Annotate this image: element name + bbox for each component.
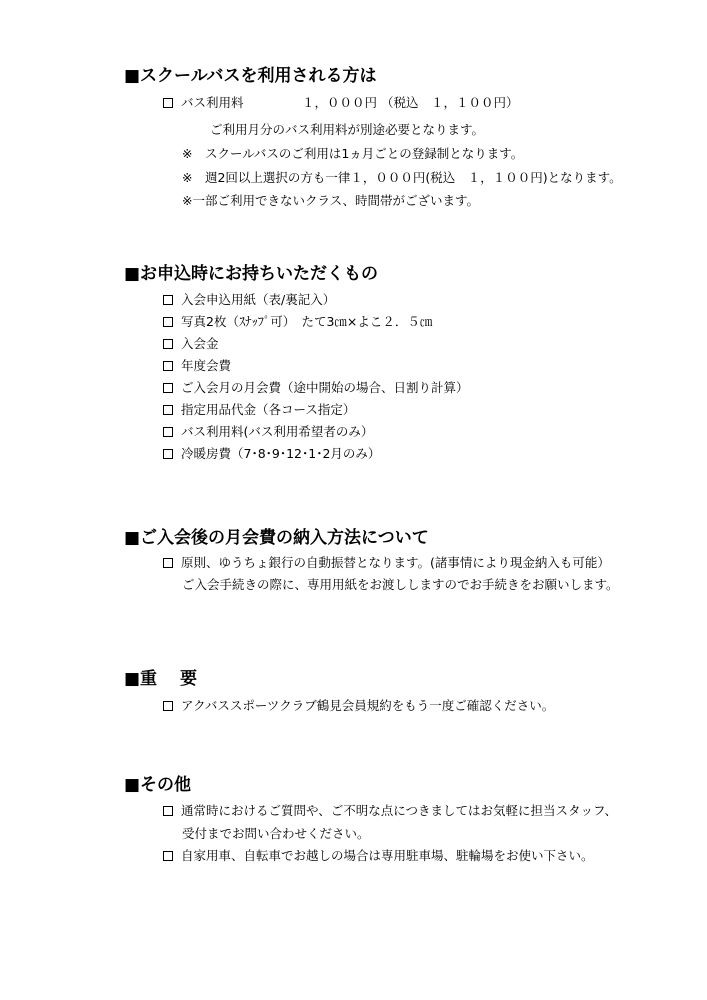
- heading-other: ■その他: [124, 775, 192, 795]
- bring-item: ご入会月の月会費（途中開始の場合、日割り計算）: [181, 380, 469, 395]
- checkbox-bring-item: [163, 295, 173, 305]
- checkbox-bring-item: [163, 317, 173, 327]
- bring-item: バス利用料(バス利用希望者のみ）: [181, 424, 374, 439]
- payment-procedure: ご入会手続きの際に、専用用紙をお渡ししますのでお手続きをお願いします。: [182, 577, 619, 592]
- bus-fee-amount: １，０００円 （税込 １，１００円）: [302, 95, 519, 110]
- bring-item: 入会金: [181, 336, 219, 351]
- heading-school-bus: ■スクールバスを利用される方は: [124, 66, 377, 86]
- bring-item: 年度会費: [181, 358, 232, 373]
- heading-payment-method: ■ご入会後の月会費の納入方法について: [124, 528, 429, 548]
- other-parking: 自家用車、自転車でお越しの場合は専用駐車場、駐輪場をお使い下さい。: [181, 848, 594, 863]
- bus-fee-label: バス利用料: [181, 95, 244, 110]
- bring-item: 入会申込用紙（表/裏記入）: [181, 292, 336, 307]
- bring-item: 冷暖房費（7･8･9･12･1･2月のみ）: [181, 446, 381, 461]
- other-inquiries: 通常時におけるご質問や、ご不明な点につきましてはお気軽に担当スタッフ、: [181, 803, 618, 818]
- bus-note-monthly-fee: ご利用月分のバス利用料が別途必要となります。: [210, 122, 485, 137]
- checkbox-bring-item: [163, 405, 173, 415]
- checkbox-bus-fee: [163, 98, 173, 108]
- other-inquiries-cont: 受付までお問い合わせください。: [182, 826, 370, 841]
- heading-items-to-bring: ■お申込時にお持ちいただくもの: [124, 264, 379, 284]
- checkbox-parking: [163, 851, 173, 861]
- bus-note-unavailable: ※一部ご利用できないクラス、時間帯がございます。: [182, 193, 479, 208]
- bring-item: 写真2枚（ｽﾅｯﾌﾟ可） たて3㎝×よこ２．５㎝: [181, 314, 433, 329]
- important-rules-notice: アクバススポーツクラブ鶴見会員規約をもう一度ご確認ください。: [181, 698, 555, 713]
- checkbox-bring-item: [163, 383, 173, 393]
- checkbox-bring-item: [163, 339, 173, 349]
- payment-auto-transfer: 原則、ゆうちょ銀行の自動振替となります。(諸事情により現金納入も可能）: [181, 555, 610, 570]
- checkbox-inquiries: [163, 806, 173, 816]
- checkbox-important: [163, 701, 173, 711]
- bring-item: 指定用品代金（各コース指定）: [181, 402, 356, 417]
- bus-note-flat-rate: ※ 週2回以上選択の方も一律１，０００円(税込 １，１００円)となります。: [182, 170, 622, 185]
- bus-note-registration: ※ スクールバスのご利用は1ヵ月ごとの登録制となります。: [182, 146, 524, 161]
- checkbox-bring-item: [163, 427, 173, 437]
- heading-important: ■重 要: [124, 669, 197, 689]
- checkbox-bring-item: [163, 449, 173, 459]
- checkbox-bring-item: [163, 361, 173, 371]
- checkbox-payment: [163, 558, 173, 568]
